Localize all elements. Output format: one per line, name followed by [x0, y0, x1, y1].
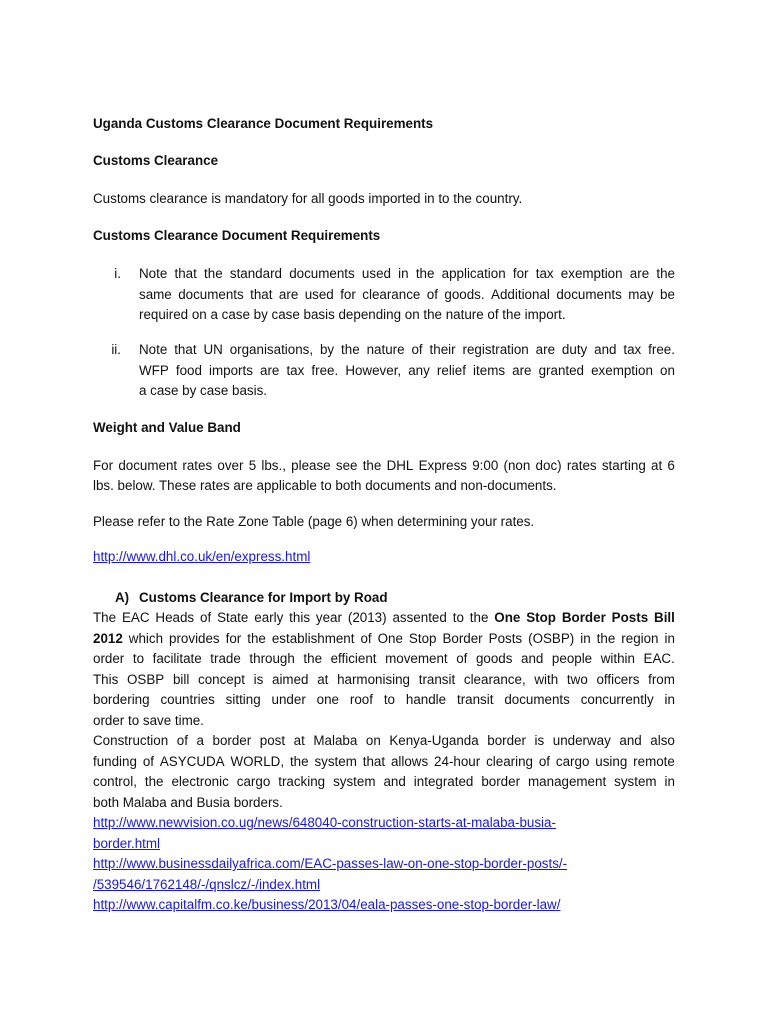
word: goods [475, 651, 513, 666]
word: officers [596, 672, 640, 687]
word: starting [601, 458, 646, 473]
list-line [139, 266, 675, 281]
word: system [614, 774, 657, 789]
word: are [629, 266, 650, 281]
list-line [139, 342, 675, 357]
link-newvision-cont[interactable]: border.html [93, 836, 160, 851]
word: countries [160, 692, 215, 707]
link-businessdaily-cont[interactable]: /539546/1762148/-/qnslcz/-/index.html [93, 877, 321, 892]
paragraph-rates-line [93, 458, 675, 473]
word: allows [390, 754, 429, 769]
word: at [651, 458, 663, 473]
word: for [340, 287, 356, 302]
word: trade [210, 651, 241, 666]
word: the [247, 631, 266, 646]
section-a-label: A) [115, 590, 130, 605]
word: application [441, 266, 506, 281]
list-number: i. [114, 266, 121, 281]
word: provides [169, 631, 220, 646]
word: are [260, 363, 280, 378]
word: in [398, 266, 409, 281]
word: food [175, 363, 202, 378]
word: relief [436, 363, 466, 378]
word: documents [556, 287, 622, 302]
word: One [377, 631, 403, 646]
word: the [303, 651, 323, 666]
link-newvision[interactable]: http://www.newvision.co.ug/news/648040-construction-starts-at-malaba-busia- [93, 815, 556, 830]
word: also [650, 733, 675, 748]
word: and [383, 774, 406, 789]
word: border [487, 733, 526, 748]
word: used [304, 287, 334, 302]
word: remote [633, 754, 675, 769]
paragraph-construction-line: both Malaba and Busia borders. [93, 795, 283, 810]
word: that [362, 754, 386, 769]
word: border [481, 774, 521, 789]
list-number: ii. [111, 342, 121, 357]
word: movement [385, 651, 448, 666]
word: Express [418, 458, 467, 473]
word: However, [345, 363, 402, 378]
word: granted [538, 363, 585, 378]
word: roof [349, 692, 373, 707]
word: in [664, 631, 675, 646]
word: of [176, 733, 188, 748]
word: of [200, 610, 212, 625]
word: underway [552, 733, 611, 748]
word: cargo [236, 774, 271, 789]
word: of [411, 342, 423, 357]
list-line: required on a case by case basis depending on the nature of the import. [139, 307, 566, 322]
word: order [93, 651, 125, 666]
paragraph-construction-line [93, 754, 675, 769]
section-a-title: Customs Clearance for Import by Road [139, 590, 388, 605]
word: organisations, [229, 342, 314, 357]
word: of [456, 651, 468, 666]
word: the [289, 754, 309, 769]
paragraph-construction-line [93, 733, 675, 748]
word: are [535, 342, 556, 357]
word: people [551, 651, 593, 666]
word: documents [178, 287, 244, 302]
paragraph-eac-line [93, 672, 675, 687]
word: region [621, 631, 659, 646]
word: standard [229, 266, 282, 281]
word: integrated [413, 774, 474, 789]
word: for [512, 266, 529, 281]
word: This [93, 672, 119, 687]
word: doc) [535, 458, 562, 473]
word: tax [623, 342, 642, 357]
word: One [494, 610, 521, 625]
word: for [225, 631, 242, 646]
link-businessdaily[interactable]: http://www.businessdailyafrica.com/EAC-passes-law-on-one-stop-border-posts/- [93, 856, 568, 871]
paragraph-rates-line: lbs. below. These rates are applicable to both documents and non-documents. [93, 478, 557, 493]
word: UN [203, 342, 223, 357]
word: the [204, 266, 223, 281]
word: electronic [171, 774, 229, 789]
word: (OSBP) [528, 631, 575, 646]
word: clearance, [463, 672, 526, 687]
word: goods. [444, 287, 485, 302]
word: see [335, 458, 358, 473]
word: WORLD, [230, 754, 285, 769]
word: year [315, 610, 342, 625]
word: the [362, 458, 382, 473]
list-line: a case by case basis. [139, 383, 268, 398]
paragraph-construction-line [93, 774, 675, 789]
word: two [566, 672, 588, 687]
word: over [217, 458, 244, 473]
word: (non [503, 458, 531, 473]
word: the [144, 774, 164, 789]
word: funding [93, 754, 137, 769]
paragraph-eac-line [93, 651, 675, 666]
word: For [93, 458, 114, 473]
word: used [361, 266, 391, 281]
link-capitalfm[interactable]: http://www.capitalfm.co.ke/business/2013/04/eala-passes-one-stop-border-law/ [93, 897, 561, 912]
word: items [473, 363, 506, 378]
word: which [128, 631, 164, 646]
word: in [580, 631, 591, 646]
word: in [664, 774, 675, 789]
word: aimed [272, 672, 309, 687]
word: system [314, 754, 357, 769]
word: in [664, 692, 675, 707]
word: of [360, 631, 372, 646]
word: through [249, 651, 295, 666]
paragraph-mandatory: Customs clearance is mandatory for all goods imported in to the country. [93, 191, 523, 206]
word: harmonising [337, 672, 411, 687]
word: within [600, 651, 635, 666]
word: this [289, 610, 311, 625]
heading-customs-clearance: Customs Clearance [93, 153, 219, 168]
paragraph-refer: Please refer to the Rate Zone Table (page 6) when determining your rates. [93, 514, 535, 529]
word: on [365, 733, 381, 748]
word: are [278, 287, 299, 302]
paragraph-eac-line [93, 631, 675, 646]
word: (2013) [347, 610, 387, 625]
word: Border [561, 610, 606, 625]
word: establishment [271, 631, 355, 646]
word: Border [442, 631, 483, 646]
word: clearing [486, 754, 533, 769]
word: may [628, 287, 654, 302]
word: ASYCUDA [159, 754, 225, 769]
word: same [139, 287, 172, 302]
word: clearance [362, 287, 421, 302]
word: The [93, 610, 117, 625]
word: tracking [278, 774, 326, 789]
word: is [253, 672, 264, 687]
word: on [660, 363, 675, 378]
word: to [132, 651, 145, 666]
word: duty [561, 342, 588, 357]
word: State [217, 610, 249, 625]
word: efficient [330, 651, 377, 666]
word: lbs., [261, 458, 286, 473]
word: handle [405, 692, 447, 707]
word: concurrently [580, 692, 654, 707]
word: with [534, 672, 559, 687]
word: rates [182, 458, 213, 473]
word: bordering [93, 692, 150, 707]
word: a [196, 733, 204, 748]
word: Note [139, 266, 168, 281]
word: Kenya-Uganda [389, 733, 479, 748]
list-line [139, 363, 675, 378]
word: of [142, 754, 154, 769]
word: to [452, 610, 464, 625]
word: and [521, 651, 544, 666]
word: that [250, 287, 273, 302]
word: free. [648, 342, 675, 357]
word: one [316, 692, 339, 707]
word: please [291, 458, 331, 473]
word: the [469, 610, 489, 625]
word: that [174, 342, 197, 357]
word: management [528, 774, 607, 789]
word: cargo [555, 754, 590, 769]
word: WFP [139, 363, 169, 378]
word: registration [462, 342, 529, 357]
word: control, [93, 774, 137, 789]
word: tax [535, 266, 554, 281]
word: exemption [560, 266, 623, 281]
word: assented [392, 610, 447, 625]
word: free. [311, 363, 339, 378]
word: DHL [386, 458, 414, 473]
word: and [594, 342, 617, 357]
word: concept [198, 672, 245, 687]
word: tax [286, 363, 305, 378]
document-title: Uganda Customs Clearance Document Requirements [93, 116, 434, 131]
word: Stop [526, 610, 556, 625]
heading-weight-value-band: Weight and Value Band [93, 420, 241, 435]
word: nature [366, 342, 405, 357]
word: that [174, 266, 197, 281]
word: sitting [225, 692, 261, 707]
word: 6 [667, 458, 675, 473]
list-line [139, 287, 675, 302]
word: of [426, 287, 438, 302]
word: is [534, 733, 545, 748]
paragraph-eac-line: order to save time. [93, 713, 204, 728]
word: rates [566, 458, 597, 473]
word: the [341, 342, 360, 357]
word: be [660, 287, 675, 302]
word: Heads [155, 610, 195, 625]
word: Construction [93, 733, 169, 748]
word: Stop [408, 631, 437, 646]
word: transit [418, 672, 456, 687]
word: Posts [611, 610, 649, 625]
word: border [212, 733, 252, 748]
word: the [656, 266, 675, 281]
word: using [595, 754, 628, 769]
word: from [648, 672, 675, 687]
word: 24-hour [434, 754, 481, 769]
word: at [317, 672, 329, 687]
paragraph-eac-line [93, 692, 675, 707]
word: imports [209, 363, 253, 378]
word: post [259, 733, 286, 748]
word: EAC. [643, 651, 675, 666]
word: 5 [248, 458, 257, 473]
word: exemption [591, 363, 653, 378]
word: 2012 [93, 631, 123, 646]
word: the [596, 631, 616, 646]
word: document [118, 458, 178, 473]
word: Note [139, 342, 168, 357]
word: OSBP [127, 672, 165, 687]
word: to [383, 692, 395, 707]
word: documents [289, 266, 355, 281]
word: by [319, 342, 335, 357]
link-dhl[interactable]: http://www.dhl.co.uk/en/express.html [93, 549, 311, 564]
word: Additional [491, 287, 550, 302]
paragraph-eac-line [93, 610, 675, 625]
word: Posts [488, 631, 523, 646]
word: facilitate [152, 651, 202, 666]
word: their [429, 342, 456, 357]
word: transit [456, 692, 494, 707]
word: any [408, 363, 430, 378]
word: and [619, 733, 642, 748]
word: bill [172, 672, 190, 687]
word: Bill [654, 610, 675, 625]
word: are [512, 363, 532, 378]
heading-document-requirements: Customs Clearance Document Requirements [93, 228, 381, 243]
word: of [538, 754, 551, 769]
word: 9:00 [472, 458, 499, 473]
word: under [271, 692, 306, 707]
word: early [254, 610, 284, 625]
word: Malaba [313, 733, 358, 748]
word: EAC [121, 610, 150, 625]
word: system [333, 774, 376, 789]
word: at [293, 733, 305, 748]
word: the [415, 266, 435, 281]
word: documents [504, 692, 570, 707]
